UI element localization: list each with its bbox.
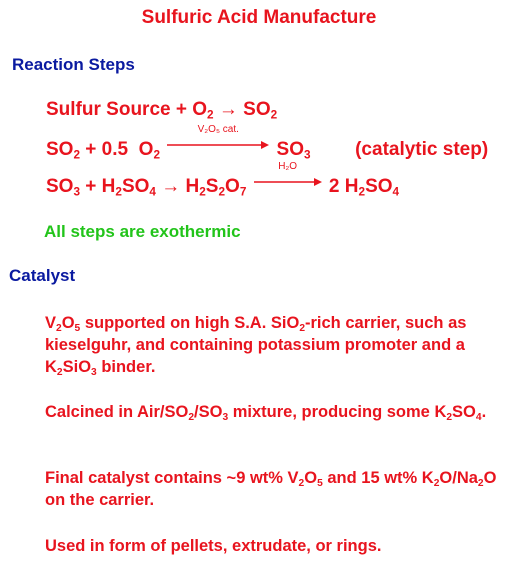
eq3-water-label: H₂O bbox=[278, 161, 298, 172]
eq2-so3: $SO_3$ bbox=[276, 139, 311, 162]
equation-sulfur-combustion bbox=[46, 99, 277, 121]
composition-paragraph: Final catalyst contains ~9 wt% $V_2O_5$ and 15 wt% $K_2O/Na_2O$ on the carrier. bbox=[45, 469, 497, 509]
eq3-so3: $SO_3$ bbox=[46, 176, 80, 199]
eq2-catalyst-arrow bbox=[165, 124, 271, 155]
eq1-oxygen: $O_2$ bbox=[192, 99, 214, 122]
calcination-paragraph: Calcined in Air/$SO_2/SO_3$ mixture, producing some $K_2SO_4$. bbox=[45, 403, 487, 423]
eq3-arrow: → bbox=[161, 176, 181, 197]
eq2-catalyst-label: V₂O₅ cat. bbox=[197, 124, 239, 135]
eq3-sulfuric-acid: $H_2SO_4$ bbox=[101, 176, 156, 199]
equation-catalytic-oxidation bbox=[46, 124, 489, 162]
form-paragraph: Used in form of pellets, extrudate, or rings. bbox=[45, 537, 382, 555]
arrow-right-icon bbox=[252, 177, 324, 187]
eq1-plus: + bbox=[175, 99, 187, 120]
eq2-plus: + bbox=[85, 139, 97, 160]
eq3-oleum: $H_2S_2O_7$ bbox=[185, 176, 247, 199]
eq3-plus: + bbox=[85, 176, 97, 197]
eq3-water-arrow bbox=[252, 161, 324, 192]
catalyst-description-paragraph: $V_2O_5$ supported on high S.A. SiO$_2$-rich carrier, such as kieselguhr, and containing potassium promoter and a $K_2SiO_3$ binder. bbox=[45, 314, 467, 378]
exothermic-note: All steps are exothermic bbox=[44, 222, 241, 241]
reaction-steps-heading: Reaction Steps bbox=[12, 55, 135, 74]
eq1-arrow: → bbox=[218, 99, 238, 120]
arrow-right-icon bbox=[165, 140, 271, 150]
eq2-coefficient: 0.5 bbox=[101, 139, 129, 160]
eq1-reactant: Sulfur Source bbox=[46, 99, 171, 120]
eq1-product: $SO_2$ bbox=[243, 99, 278, 122]
eq2-oxygen: $O_2$ bbox=[138, 139, 160, 162]
equation-oleum-formation bbox=[46, 161, 400, 199]
page-title: Sulfuric Acid Manufacture bbox=[141, 7, 377, 28]
catalyst-heading: Catalyst bbox=[9, 266, 76, 285]
eq2-note: (catalytic step) bbox=[355, 139, 489, 160]
eq3-product: 2 $H_2SO_4$ bbox=[328, 176, 400, 199]
eq2-so2: $SO_2$ bbox=[46, 139, 80, 162]
